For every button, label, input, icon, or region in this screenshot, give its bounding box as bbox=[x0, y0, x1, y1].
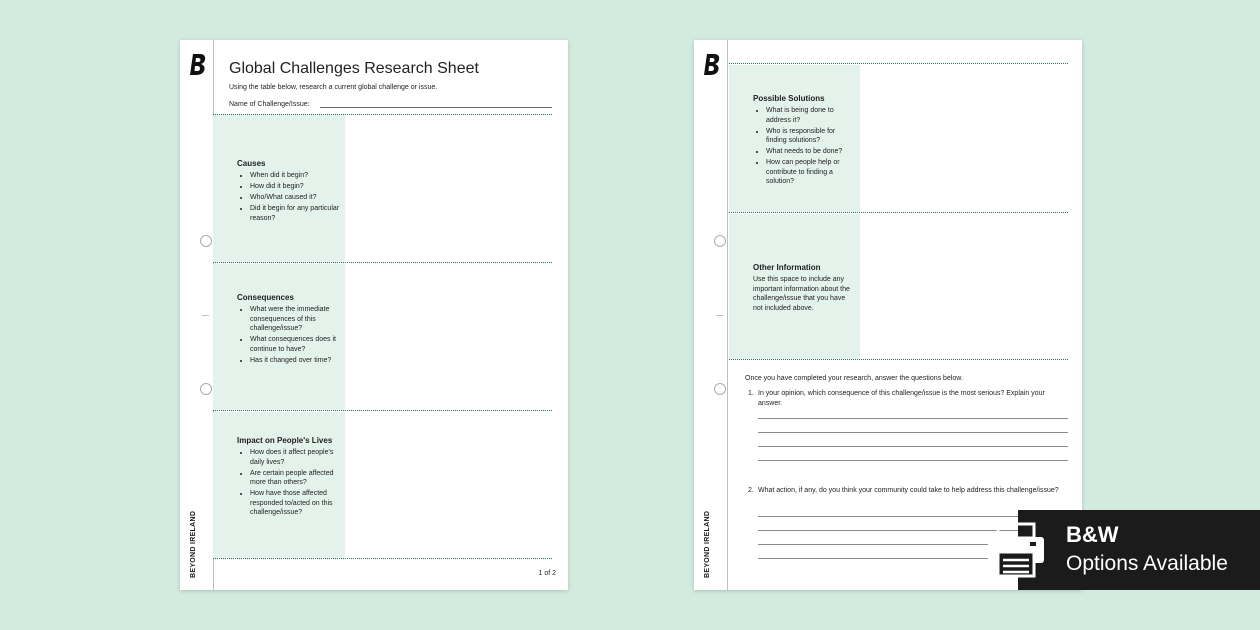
answer-line[interactable] bbox=[758, 460, 1068, 461]
worksheet-page-2 bbox=[694, 40, 1082, 590]
page-number: 1 of 2 bbox=[538, 570, 556, 577]
divider bbox=[729, 212, 1068, 213]
divider bbox=[213, 558, 552, 559]
brand-label: BEYOND IRELAND bbox=[704, 510, 711, 578]
margin-line bbox=[727, 40, 728, 590]
worksheet-page-1 bbox=[180, 40, 568, 590]
impact-section bbox=[237, 436, 341, 519]
other-info-text: Use this space to include any important information about the challenge/issue that you have not included above. bbox=[753, 276, 850, 312]
prompt-item: • What needs to be done? bbox=[766, 147, 857, 157]
badge-subtitle: Options Available bbox=[1066, 552, 1228, 575]
bw-options-badge bbox=[1018, 510, 1260, 590]
page-title: Global Challenges Research Sheet bbox=[229, 60, 479, 77]
prompt-item: • How does it affect people's daily lives? bbox=[250, 448, 341, 467]
prompt-item: • What consequences does it continue to have? bbox=[250, 335, 341, 354]
prompt-item: • Who is responsible for finding solutions? bbox=[766, 127, 857, 146]
fold-mark bbox=[716, 315, 723, 316]
question-2 bbox=[748, 486, 1064, 496]
beyond-logo-icon bbox=[188, 52, 208, 76]
divider bbox=[729, 359, 1068, 360]
fold-mark bbox=[202, 315, 209, 316]
section-heading: Impact on People's Lives bbox=[237, 436, 333, 445]
question-text: What action, if any, do you think your community could take to help address this challenge/issue? bbox=[758, 487, 1059, 494]
divider bbox=[213, 410, 552, 411]
punch-hole bbox=[714, 383, 726, 395]
beyond-logo-icon bbox=[702, 52, 722, 76]
questions-intro: Once you have completed your research, answer the questions below. bbox=[745, 375, 963, 382]
causes-section bbox=[237, 159, 341, 225]
question-1 bbox=[748, 389, 1064, 408]
divider bbox=[213, 262, 552, 263]
punch-hole bbox=[714, 235, 726, 247]
solutions-section bbox=[753, 94, 857, 188]
question-number: 1. bbox=[748, 390, 754, 397]
badge-title: B&W bbox=[1066, 522, 1119, 547]
answer-line[interactable] bbox=[758, 432, 1068, 433]
punch-hole bbox=[200, 235, 212, 247]
prompt-item: • When did it begin? bbox=[250, 171, 341, 181]
prompt-item: • What is being done to address it? bbox=[766, 106, 857, 125]
instructions-text: Using the table below, research a current global challenge or issue. bbox=[229, 84, 438, 91]
printer-icon bbox=[984, 520, 1048, 580]
other-info-section bbox=[753, 263, 855, 313]
section-heading: Consequences bbox=[237, 293, 294, 302]
brand-label: BEYOND IRELAND bbox=[190, 510, 197, 578]
punch-hole bbox=[200, 383, 212, 395]
prompt-item: • Are certain people affected more than others? bbox=[250, 469, 341, 488]
section-heading: Other Information bbox=[753, 263, 821, 272]
section-heading: Causes bbox=[237, 159, 266, 168]
question-text: In your opinion, which consequence of this challenge/issue is the most serious? Explain your answer. bbox=[758, 390, 1045, 407]
challenge-name-field[interactable] bbox=[320, 107, 552, 108]
prompt-item: • What were the immediate consequences of this challenge/issue? bbox=[250, 305, 341, 334]
prompt-item: • How have those affected responded to/acted on this challenge/issue? bbox=[250, 489, 341, 518]
challenge-name-label: Name of Challenge/Issue: bbox=[229, 101, 310, 108]
consequences-section bbox=[237, 293, 341, 367]
prompt-item: • How can people help or contribute to finding a solution? bbox=[766, 158, 857, 187]
divider bbox=[729, 63, 1068, 64]
question-number: 2. bbox=[748, 487, 754, 494]
answer-line[interactable] bbox=[758, 418, 1068, 419]
prompt-item: • How did it begin? bbox=[250, 182, 341, 192]
prompt-item: • Who/What caused it? bbox=[250, 193, 341, 203]
answer-line[interactable] bbox=[758, 446, 1068, 447]
prompt-item: • Did it begin for any particular reason? bbox=[250, 204, 341, 223]
prompt-item: • Has it changed over time? bbox=[250, 356, 341, 366]
section-heading: Possible Solutions bbox=[753, 94, 825, 103]
